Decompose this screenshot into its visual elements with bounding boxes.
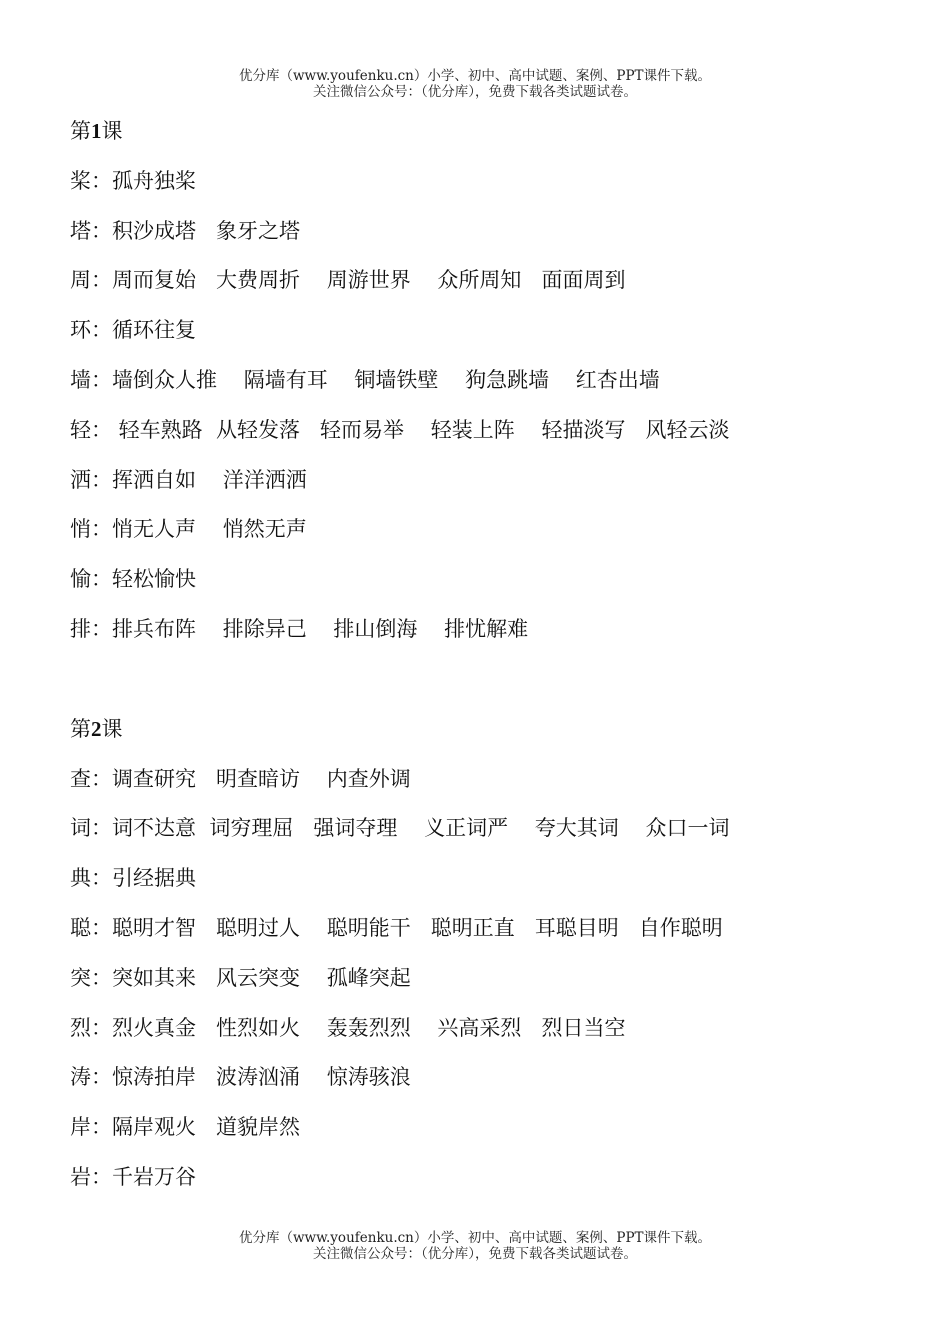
lesson-title-prefix: 第 [70,119,91,143]
vocab-row: 愉：轻松愉快 [70,567,196,592]
vocab-row: 环：循环往复 [70,318,196,343]
vocab-row: 塔：积沙成塔 象牙之塔 [70,218,301,243]
lesson-2-title [70,711,910,761]
footer-line-2: 关注微信公众号：（优分库），免费下载各类试题试卷。 [313,1246,637,1262]
vocab-row: 烈：烈火真金 性烈如火 轰轰烈烈 兴高采烈 烈日当空 [70,1015,626,1040]
vocab-row: 涛：惊涛拍岸 波涛汹涌 惊涛骇浪 [70,1065,411,1090]
lesson-title-suffix: 课 [101,716,123,741]
vocab-row: 突：突如其来 风云突变 孤峰突起 [70,965,411,990]
vocab-row: 岸：隔岸观火 道貌岸然 [70,1115,301,1140]
footer-line-1: 优分库（www.youfenku.cn）小学、初中、高中试题、案例、PPT课件下载。 [238,1230,712,1246]
vocab-row: 周：周而复始 大费周折 周游世界 众所周知 面面周到 [70,268,626,293]
lesson-number: 2 [91,716,102,741]
lesson-title-prefix: 第 [70,716,91,741]
vocab-row: 轻： 轻车熟路 从轻发落 轻而易举 轻装上阵 轻描淡写 风轻云淡 [70,417,730,442]
lesson-1-title [70,113,910,163]
header-line-2: 关注微信公众号：（优分库），免费下载各类试题试卷。 [313,84,637,100]
vocab-row: 桨：孤舟独桨 [70,168,196,193]
vocab-row: 排：排兵布阵 排除异己 排山倒海 排忧解难 [70,616,529,641]
vocab-row: 词：词不达意 词穷理屈 强词夺理 义正词严 夸大其词 众口一词 [70,816,730,841]
vocab-row: 聪：聪明才智 聪明过人 聪明能干 聪明正直 耳聪目明 自作聪明 [70,915,723,940]
header-line-1: 优分库（www.youfenku.cn）小学、初中、高中试题、案例、PPT课件下载。 [238,68,712,84]
vocab-row: 悄：悄无人声 悄然无声 [70,517,307,542]
section-gap [70,661,910,711]
vocab-row: 洒：挥洒自如 洋洋洒洒 [70,467,307,492]
vocab-row: 典：引经据典 [70,866,196,891]
vocab-row: 墙：墙倒众人推 隔墙有耳 铜墙铁壁 狗急跳墙 红杏出墙 [70,367,660,392]
page-footer [0,1230,950,1262]
vocab-row: 查：调查研究 明查暗访 内查外调 [70,766,411,791]
page-header [0,68,950,100]
vocab-row: 岩：千岩万谷 [70,1164,196,1189]
lesson-number: 1 [91,119,102,143]
document-body [70,113,910,1209]
lesson-title-suffix: 课 [101,119,123,143]
